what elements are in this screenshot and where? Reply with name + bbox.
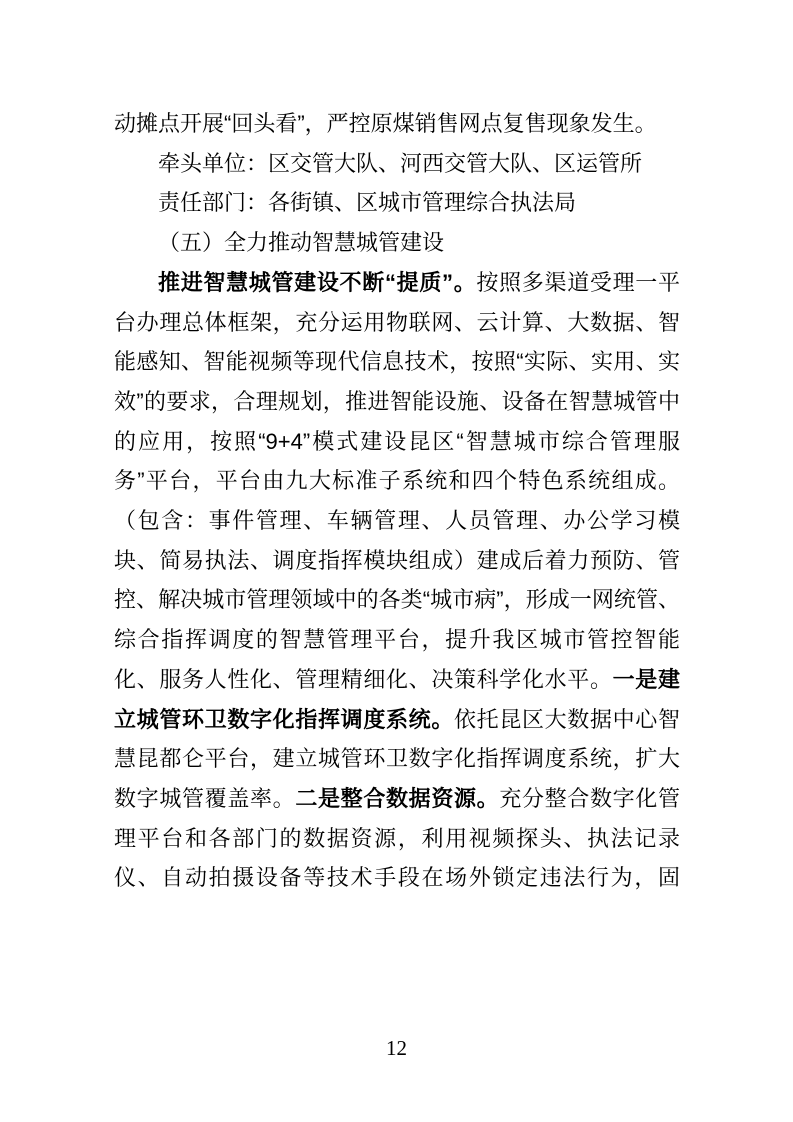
- document-body: [114, 104, 680, 898]
- text-run: 充分整合数字化管理平台和各部门的数据资源，利用视频探头、执法记录仪、自动拍摄设备等技术手段在场外锁定违法行为，固: [114, 785, 680, 891]
- text-run: 动摊点开展“回头看”，严控原煤销售网点复售现象发生。: [114, 111, 657, 136]
- text-run: 依托昆区大数据中心智慧昆都仑平台，建立城管环卫数字化指挥调度系统，扩大数字城管覆盖率。: [114, 706, 680, 811]
- text-run: 按照多渠道受理一平台办理总体框架，充分运用物联网、云计算、大数据、智能感知、智能视频等现代信息技术，按照“实际、实用、实效”的要求，合理规划，推进智能设施、设备在智慧城管中的应用，按照“9+4”模式建设昆区“智慧城市综合管理服务”平台，平台由九大标准子系统和四个特色系统组成。（包含：事件管理、车辆管理、人员管理、办公学习模块、简易执法、调度指挥模块组成）建成后着力预防、管控、解决城市管理领域中的各类“城市病”，形成一网统管、综合指挥调度的智慧管理平台，提升我区城市管控智能化、服务人性化、管理精细化、决策科学化水平。: [114, 269, 680, 692]
- bold-text-run: 二是整合数据资源。: [295, 785, 500, 811]
- text-run: 牵头单位：区交管大队、河西交管大队、区运管所: [158, 150, 643, 176]
- section-heading: [114, 223, 680, 263]
- paragraph-continuation: [114, 104, 680, 144]
- text-run: （五）全力推动智慧城管建设: [158, 230, 445, 256]
- bold-text-run: 一是建立城管环卫数字化指挥调度系统。: [114, 666, 680, 732]
- body-paragraph: [114, 263, 680, 898]
- text-run: 责任部门：各街镇、区城市管理综合执法局: [158, 190, 577, 216]
- lead-unit-line: [114, 144, 680, 184]
- page-number: 12: [386, 1036, 407, 1060]
- bold-text-run: 推进智慧城管建设不断“提质”。: [158, 269, 477, 295]
- responsible-dept-line: [114, 183, 680, 223]
